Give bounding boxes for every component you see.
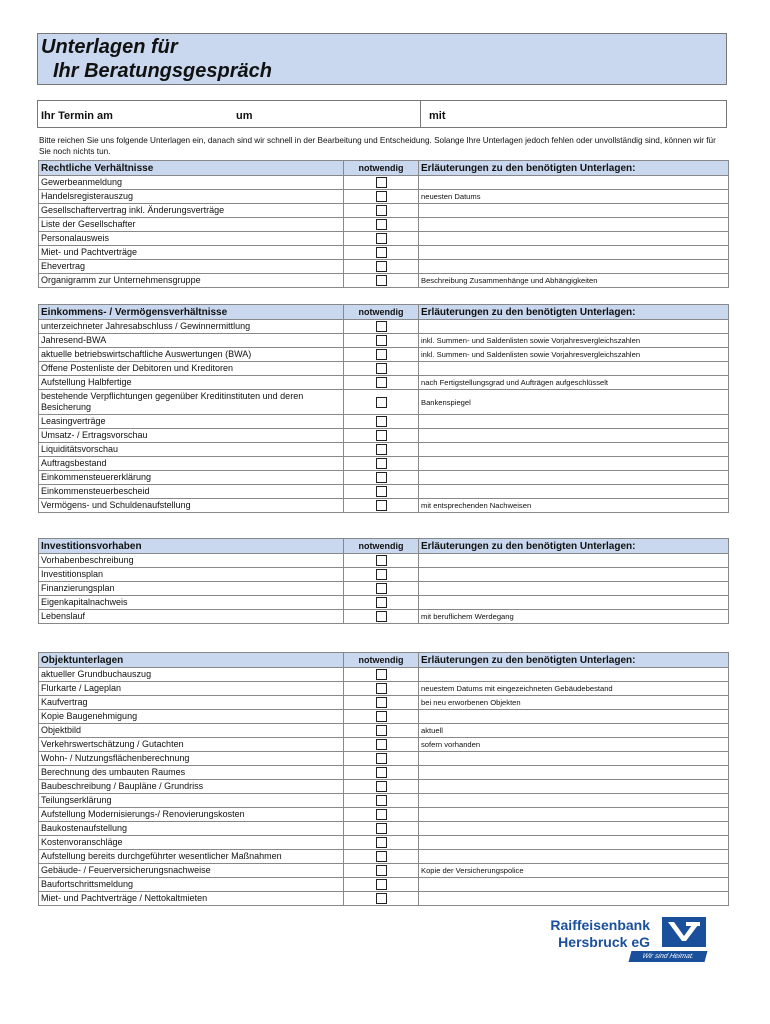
appointment-date-label: Ihr Termin am (41, 110, 113, 122)
notes-column-header: Erläuterungen zu den benötigten Unterlagen: (419, 539, 729, 554)
required-cell (344, 738, 419, 752)
document-row (39, 218, 729, 232)
document-note (419, 850, 729, 864)
required-cell (344, 362, 419, 376)
document-label: Personalausweis (39, 232, 344, 246)
required-checkbox[interactable] (376, 191, 387, 202)
document-row (39, 320, 729, 334)
document-note: sofern vorhanden (419, 738, 729, 752)
document-row (39, 485, 729, 499)
document-note (419, 710, 729, 724)
document-row (39, 415, 729, 429)
required-checkbox[interactable] (376, 219, 387, 230)
document-note (419, 892, 729, 906)
document-label: Gewerbeanmeldung (39, 176, 344, 190)
document-note (419, 752, 729, 766)
document-label: Flurkarte / Lageplan (39, 682, 344, 696)
required-checkbox[interactable] (376, 275, 387, 286)
required-cell (344, 596, 419, 610)
document-label: Baubeschreibung / Baupläne / Grundriss (39, 780, 344, 794)
document-note: aktuell (419, 724, 729, 738)
required-checkbox[interactable] (376, 795, 387, 806)
required-cell (344, 822, 419, 836)
document-note: mit entsprechenden Nachweisen (419, 499, 729, 513)
document-label: Kaufvertrag (39, 696, 344, 710)
bank-name-line-2: Hersbruck eG (558, 934, 650, 950)
document-note (419, 457, 729, 471)
document-label: Leasingverträge (39, 415, 344, 429)
required-checkbox[interactable] (376, 335, 387, 346)
section-header-row (39, 539, 729, 554)
document-row (39, 376, 729, 390)
required-cell (344, 218, 419, 232)
document-row (39, 596, 729, 610)
document-row (39, 696, 729, 710)
required-column-header: notwendig (344, 539, 419, 554)
document-label: Auftragsbestand (39, 457, 344, 471)
document-label: Berechnung des umbauten Raumes (39, 766, 344, 780)
notes-column-header: Erläuterungen zu den benötigten Unterlagen: (419, 161, 729, 176)
document-row (39, 568, 729, 582)
document-note: bei neu erworbenen Objekten (419, 696, 729, 710)
required-cell (344, 471, 419, 485)
required-checkbox[interactable] (376, 823, 387, 834)
required-checkbox[interactable] (376, 683, 387, 694)
required-cell (344, 499, 419, 513)
document-note: Kopie der Versicherungspolice (419, 864, 729, 878)
document-note (419, 471, 729, 485)
title-line-1: Unterlagen für (41, 36, 178, 58)
document-label: Baukostenaufstellung (39, 822, 344, 836)
document-row (39, 471, 729, 485)
required-column-header: notwendig (344, 653, 419, 668)
required-checkbox[interactable] (376, 865, 387, 876)
document-note: Bankenspiegel (419, 390, 729, 415)
document-label: Kopie Baugenehmigung (39, 710, 344, 724)
document-row (39, 710, 729, 724)
appointment-with-label: mit (429, 110, 446, 122)
raiffeisen-mark-icon (662, 917, 706, 947)
required-checkbox[interactable] (376, 500, 387, 511)
required-checkbox[interactable] (376, 416, 387, 427)
required-cell (344, 682, 419, 696)
required-cell (344, 766, 419, 780)
section-investment (38, 538, 729, 624)
document-row (39, 274, 729, 288)
document-label: Gebäude- / Feuerversicherungsnachweise (39, 864, 344, 878)
document-row (39, 390, 729, 415)
required-cell (344, 554, 419, 568)
document-note (419, 582, 729, 596)
section-legal (38, 160, 729, 288)
document-label: Vermögens- und Schuldenaufstellung (39, 499, 344, 513)
required-checkbox[interactable] (376, 377, 387, 388)
required-cell (344, 752, 419, 766)
required-checkbox[interactable] (376, 767, 387, 778)
document-row (39, 499, 729, 513)
required-checkbox[interactable] (376, 349, 387, 360)
document-label: Miet- und Pachtverträge (39, 246, 344, 260)
required-checkbox[interactable] (376, 781, 387, 792)
required-checkbox[interactable] (376, 739, 387, 750)
document-label: Ehevertrag (39, 260, 344, 274)
document-row (39, 892, 729, 906)
required-checkbox[interactable] (376, 233, 387, 244)
required-cell (344, 190, 419, 204)
document-note (419, 204, 729, 218)
document-note (419, 320, 729, 334)
document-note (419, 415, 729, 429)
document-label: Verkehrswertschätzung / Gutachten (39, 738, 344, 752)
document-row (39, 878, 729, 892)
required-cell (344, 274, 419, 288)
appointment-box (37, 100, 727, 128)
document-label: Baufortschrittsmeldung (39, 878, 344, 892)
intro-text: Bitte reichen Sie uns folgende Unterlagen ein, danach sind wir schnell in der Bearbeitung und Entscheidung. Solange Ihre Unterlagen jedoch fehlen oder unvollständig sind, können wir für Sie noch nichts tun. (39, 136, 716, 156)
section-title: Objektunterlagen (39, 653, 344, 668)
document-row (39, 176, 729, 190)
required-checkbox[interactable] (376, 611, 387, 622)
bank-logo (548, 915, 710, 965)
required-cell (344, 568, 419, 582)
document-label: Aufstellung bereits durchgeführter wesentlicher Maßnahmen (39, 850, 344, 864)
document-label: Einkommensteuererklärung (39, 471, 344, 485)
document-row (39, 190, 729, 204)
document-label: aktuelle betriebswirtschaftliche Auswertungen (BWA) (39, 348, 344, 362)
document-note: neuesten Datums (419, 190, 729, 204)
document-label: Organigramm zur Unternehmensgruppe (39, 274, 344, 288)
required-cell (344, 320, 419, 334)
required-cell (344, 696, 419, 710)
required-cell (344, 892, 419, 906)
section-title: Einkommens- / Vermögensverhältnisse (39, 305, 344, 320)
required-checkbox[interactable] (376, 893, 387, 904)
section-header-row (39, 653, 729, 668)
required-checkbox[interactable] (376, 397, 387, 408)
document-row (39, 794, 729, 808)
document-row (39, 429, 729, 443)
required-checkbox[interactable] (376, 583, 387, 594)
document-row (39, 682, 729, 696)
document-label: Kostenvoranschläge (39, 836, 344, 850)
required-cell (344, 850, 419, 864)
document-label: Handelsregisterauszug (39, 190, 344, 204)
required-checkbox[interactable] (376, 486, 387, 497)
required-checkbox[interactable] (376, 837, 387, 848)
document-label: Jahresend-BWA (39, 334, 344, 348)
required-checkbox[interactable] (376, 697, 387, 708)
document-note: neuestem Datums mit eingezeichneten Gebäudebestand (419, 682, 729, 696)
document-note (419, 429, 729, 443)
section-header-row (39, 305, 729, 320)
required-checkbox[interactable] (376, 851, 387, 862)
document-label: Liste der Gesellschafter (39, 218, 344, 232)
document-label: Investitionsplan (39, 568, 344, 582)
appointment-time-label: um (236, 110, 253, 122)
required-cell (344, 864, 419, 878)
required-checkbox[interactable] (376, 669, 387, 680)
required-checkbox[interactable] (376, 472, 387, 483)
required-cell (344, 176, 419, 190)
document-row (39, 766, 729, 780)
section-title: Investitionsvorhaben (39, 539, 344, 554)
appointment-separator (420, 101, 421, 127)
required-checkbox[interactable] (376, 725, 387, 736)
document-note: mit beruflichem Werdegang (419, 610, 729, 624)
document-note (419, 554, 729, 568)
required-checkbox[interactable] (376, 430, 387, 441)
document-note (419, 668, 729, 682)
required-cell (344, 443, 419, 457)
document-row (39, 260, 729, 274)
document-row (39, 738, 729, 752)
section-income-assets (38, 304, 729, 513)
document-note: Beschreibung Zusammenhänge und Abhängigkeiten (419, 274, 729, 288)
document-note (419, 836, 729, 850)
document-note (419, 822, 729, 836)
document-note (419, 808, 729, 822)
document-label: Objektbild (39, 724, 344, 738)
document-row (39, 204, 729, 218)
document-label: Einkommensteuerbescheid (39, 485, 344, 499)
title-line-2: Ihr Beratungsgespräch (53, 60, 272, 82)
document-note (419, 176, 729, 190)
required-cell (344, 334, 419, 348)
document-note (419, 485, 729, 499)
document-label: bestehende Verpflichtungen gegenüber Kreditinstituten und deren Besicherung (39, 390, 344, 415)
document-row (39, 780, 729, 794)
required-checkbox[interactable] (376, 711, 387, 722)
document-row (39, 836, 729, 850)
required-checkbox[interactable] (376, 809, 387, 820)
required-cell (344, 710, 419, 724)
document-note (419, 568, 729, 582)
document-note (419, 246, 729, 260)
document-label: Vorhabenbeschreibung (39, 554, 344, 568)
document-note (419, 362, 729, 376)
document-row (39, 610, 729, 624)
required-cell (344, 204, 419, 218)
document-note (419, 596, 729, 610)
required-checkbox[interactable] (376, 247, 387, 258)
required-column-header: notwendig (344, 305, 419, 320)
required-checkbox[interactable] (376, 177, 387, 188)
required-cell (344, 232, 419, 246)
section-header-row (39, 161, 729, 176)
bank-name-line-1: Raiffeisenbank (550, 917, 650, 933)
document-note (419, 766, 729, 780)
document-row (39, 554, 729, 568)
document-note: nach Fertigstellungsgrad und Aufträgen aufgeschlüsselt (419, 376, 729, 390)
required-cell (344, 429, 419, 443)
required-cell (344, 457, 419, 471)
document-label: Gesellschaftervertrag inkl. Änderungsverträge (39, 204, 344, 218)
document-note: inkl. Summen- und Saldenlisten sowie Vorjahresvergleichszahlen (419, 334, 729, 348)
required-checkbox[interactable] (376, 555, 387, 566)
required-checkbox[interactable] (376, 879, 387, 890)
required-cell (344, 780, 419, 794)
document-note (419, 878, 729, 892)
document-label: Aufstellung Halbfertige (39, 376, 344, 390)
notes-column-header: Erläuterungen zu den benötigten Unterlagen: (419, 305, 729, 320)
title-box (37, 33, 727, 85)
document-row (39, 362, 729, 376)
document-row (39, 334, 729, 348)
required-cell (344, 348, 419, 362)
document-label: Offene Postenliste der Debitoren und Kreditoren (39, 362, 344, 376)
document-row (39, 443, 729, 457)
required-cell (344, 390, 419, 415)
required-cell (344, 246, 419, 260)
document-note: inkl. Summen- und Saldenlisten sowie Vorjahresvergleichszahlen (419, 348, 729, 362)
required-checkbox[interactable] (376, 205, 387, 216)
document-row (39, 457, 729, 471)
required-cell (344, 376, 419, 390)
required-checkbox[interactable] (376, 569, 387, 580)
required-checkbox[interactable] (376, 321, 387, 332)
document-row (39, 668, 729, 682)
section-property (38, 652, 729, 906)
section-title: Rechtliche Verhältnisse (39, 161, 344, 176)
document-row (39, 752, 729, 766)
document-row (39, 246, 729, 260)
document-row (39, 724, 729, 738)
required-checkbox[interactable] (376, 458, 387, 469)
required-cell (344, 808, 419, 822)
required-cell (344, 415, 419, 429)
document-note (419, 260, 729, 274)
document-note (419, 443, 729, 457)
required-cell (344, 878, 419, 892)
document-label: Umsatz- / Ertragsvorschau (39, 429, 344, 443)
document-row (39, 864, 729, 878)
document-label: aktueller Grundbuchauszug (39, 668, 344, 682)
required-checkbox[interactable] (376, 753, 387, 764)
required-cell (344, 724, 419, 738)
required-column-header: notwendig (344, 161, 419, 176)
required-cell (344, 836, 419, 850)
document-label: unterzeichneter Jahresabschluss / Gewinnermittlung (39, 320, 344, 334)
document-note (419, 794, 729, 808)
bank-slogan: Wir sind Heimat. (629, 951, 708, 962)
required-cell (344, 485, 419, 499)
document-label: Finanzierungsplan (39, 582, 344, 596)
document-row (39, 582, 729, 596)
document-label: Teilungserklärung (39, 794, 344, 808)
required-cell (344, 260, 419, 274)
document-note (419, 218, 729, 232)
document-label: Wohn- / Nutzungsflächenberechnung (39, 752, 344, 766)
document-label: Miet- und Pachtverträge / Nettokaltmieten (39, 892, 344, 906)
required-checkbox[interactable] (376, 444, 387, 455)
required-cell (344, 794, 419, 808)
document-row (39, 808, 729, 822)
required-cell (344, 610, 419, 624)
document-label: Aufstellung Modernisierungs-/ Renovierungskosten (39, 808, 344, 822)
document-note (419, 232, 729, 246)
document-label: Eigenkapitalnachweis (39, 596, 344, 610)
required-cell (344, 668, 419, 682)
document-note (419, 780, 729, 794)
document-label: Lebenslauf (39, 610, 344, 624)
required-checkbox[interactable] (376, 363, 387, 374)
notes-column-header: Erläuterungen zu den benötigten Unterlagen: (419, 653, 729, 668)
required-cell (344, 582, 419, 596)
required-checkbox[interactable] (376, 261, 387, 272)
document-row (39, 822, 729, 836)
required-checkbox[interactable] (376, 597, 387, 608)
document-row (39, 348, 729, 362)
document-label: Liquiditätsvorschau (39, 443, 344, 457)
document-row (39, 850, 729, 864)
document-row (39, 232, 729, 246)
